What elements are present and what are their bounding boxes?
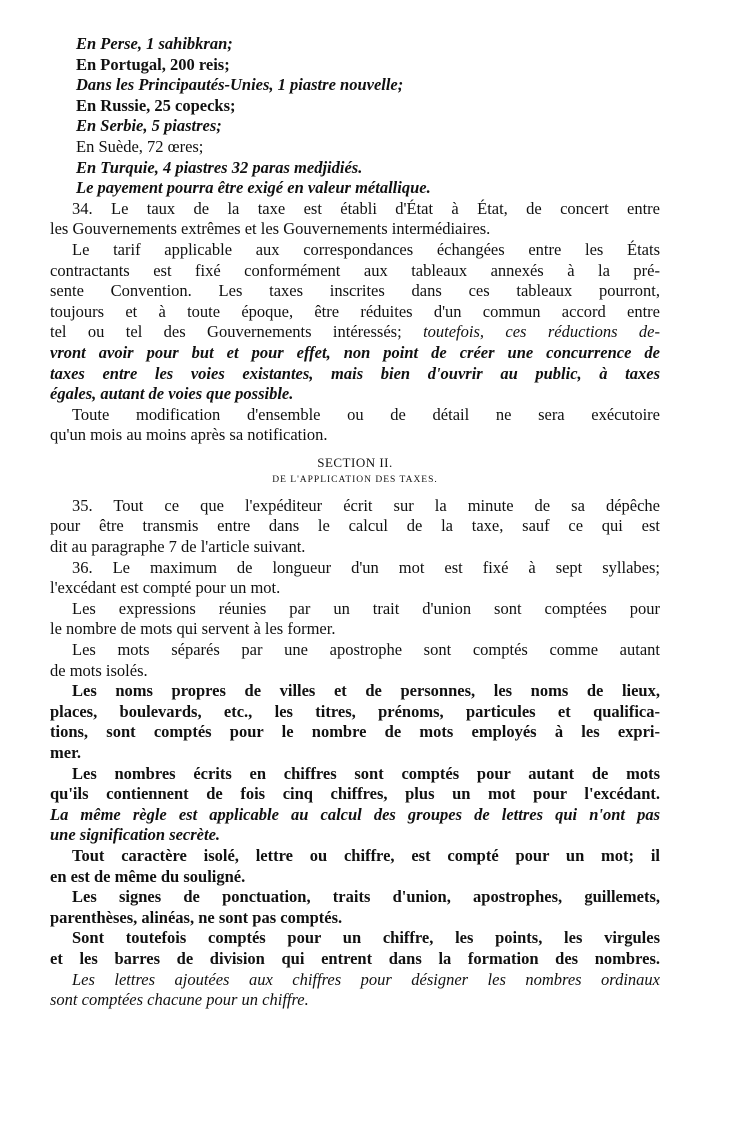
paragraph-signes bbox=[50, 887, 660, 928]
paragraph-line: Sont toutefois comptés pour un chiffre, les points, les virgules bbox=[72, 928, 660, 948]
article-35 bbox=[50, 496, 660, 558]
paragraph-line: Les noms propres de villes et de personnes, les noms de lieux, bbox=[72, 681, 660, 701]
paragraph-nombres bbox=[50, 764, 660, 846]
paragraph-line: les Gouvernements extrêmes et les Gouvernements intermédiaires. bbox=[50, 219, 491, 239]
paragraph-line: une signification secrète. bbox=[50, 825, 221, 845]
paragraph-line: Toute modification d'ensemble ou de détail ne sera exécutoire bbox=[72, 404, 660, 424]
article-36 bbox=[50, 558, 660, 599]
paragraph-line: qu'ils contiennent de fois cinq chiffres, plus un mot pour l'excédant. bbox=[50, 784, 660, 804]
paragraph-line: de mots isolés. bbox=[50, 660, 148, 680]
paragraph-modification bbox=[50, 405, 660, 446]
page-text bbox=[50, 34, 660, 1011]
paragraph-caractere bbox=[50, 846, 660, 887]
paragraph-line bbox=[50, 322, 660, 343]
paragraph-segment: tel ou tel des Gouvernements intéressés; bbox=[50, 322, 402, 342]
list-item: En Turquie, 4 piastres 32 paras medjidiés. bbox=[76, 157, 363, 177]
paragraph-line: en est de même du souligné. bbox=[50, 866, 246, 886]
article-34 bbox=[50, 199, 660, 240]
paragraph-line: Les expressions réunies par un trait d'union sont comptées pour bbox=[72, 598, 660, 618]
paragraph-line: taxes entre les voies existantes, mais bien d'ouvrir au public, à taxes bbox=[50, 363, 660, 383]
list-item: En Suède, 72 œres; bbox=[76, 136, 204, 156]
paragraph-trait-union bbox=[50, 599, 660, 640]
paragraph-line: le nombre de mots qui servent à les former. bbox=[50, 619, 336, 639]
paragraph-line: toujours et à toute époque, être réduites d'un commun accord entre bbox=[50, 301, 660, 321]
paragraph-line: l'excédant est compté pour un mot. bbox=[50, 578, 281, 598]
paragraph-line: dit au paragraphe 7 de l'article suivant. bbox=[50, 537, 306, 557]
currency-list bbox=[50, 34, 660, 199]
paragraph-line: pour être transmis entre dans le calcul de la taxe, sauf ce qui est bbox=[50, 516, 660, 536]
list-item: En Perse, 1 sahibkran; bbox=[76, 34, 233, 53]
list-item: En Russie, 25 copecks; bbox=[76, 95, 236, 115]
paragraph-line: mer. bbox=[50, 743, 82, 762]
paragraph-line: Tout caractère isolé, lettre ou chiffre, est compté pour un mot; il bbox=[72, 845, 660, 865]
paragraph-line: qu'un mois au moins après sa notification. bbox=[50, 425, 328, 445]
paragraph-line: tions, sont comptés pour le nombre de mots employés à les expri- bbox=[50, 722, 660, 742]
paragraph-line: Les signes de ponctuation, traits d'union, apostrophes, guillemets, bbox=[72, 887, 660, 907]
list-item: En Portugal, 200 reis; bbox=[76, 54, 230, 74]
list-item: Dans les Principautés-Unies, 1 piastre nouvelle; bbox=[76, 75, 404, 95]
paragraph-line: La même règle est applicable au calcul des groupes de lettres qui n'ont pas bbox=[50, 804, 660, 824]
paragraph-line: 36. Le maximum de longueur d'un mot est fixé à sept syllabes; bbox=[72, 557, 660, 577]
paragraph-line: parenthèses, alinéas, ne sont pas comptés. bbox=[50, 907, 343, 927]
paragraph-line: Les lettres ajoutées aux chiffres pour désigner les nombres ordinaux bbox=[72, 969, 660, 989]
paragraph-line: sente Convention. Les taxes inscrites dans ces tableaux pourront, bbox=[50, 281, 660, 301]
paragraph-noms-propres bbox=[50, 681, 660, 763]
list-item: En Serbie, 5 piastres; bbox=[76, 116, 222, 136]
paragraph-line: et les barres de division qui entrent dans la formation des nombres. bbox=[50, 948, 660, 968]
paragraph-line: Le tarif applicable aux correspondances échangées entre les États bbox=[72, 239, 660, 259]
paragraph-tarif bbox=[50, 240, 660, 405]
paragraph-line: contractants est fixé conformément aux tableaux annexés à la pré- bbox=[50, 260, 660, 280]
paragraph-line: vront avoir pour but et pour effet, non point de créer une concurrence de bbox=[50, 342, 660, 362]
list-item: Le payement pourra être exigé en valeur métallique. bbox=[76, 178, 431, 198]
paragraph-line: sont comptées chacune pour un chiffre. bbox=[50, 990, 309, 1010]
paragraph-line: places, boulevards, etc., les titres, prénoms, particules et qualifica- bbox=[50, 701, 660, 721]
paragraph-line: 35. Tout ce que l'expéditeur écrit sur la minute de sa dépêche bbox=[72, 495, 660, 515]
paragraph-line: 34. Le taux de la taxe est établi d'État à État, de concert entre bbox=[72, 198, 660, 218]
paragraph-lettres bbox=[50, 970, 660, 1011]
paragraph-points bbox=[50, 928, 660, 969]
paragraph-apostrophe bbox=[50, 640, 660, 681]
section-subheading: DE L'APPLICATION DES TAXES. bbox=[272, 474, 438, 485]
section-heading: SECTION II. bbox=[317, 454, 393, 470]
paragraph-segment-italic: toutefois, ces réductions de- bbox=[423, 322, 660, 342]
paragraph-line: égales, autant de voies que possible. bbox=[50, 384, 294, 404]
paragraph-line: Les mots séparés par une apostrophe sont comptés comme autant bbox=[72, 640, 660, 660]
paragraph-line: Les nombres écrits en chiffres sont comptés pour autant de mots bbox=[72, 763, 660, 783]
